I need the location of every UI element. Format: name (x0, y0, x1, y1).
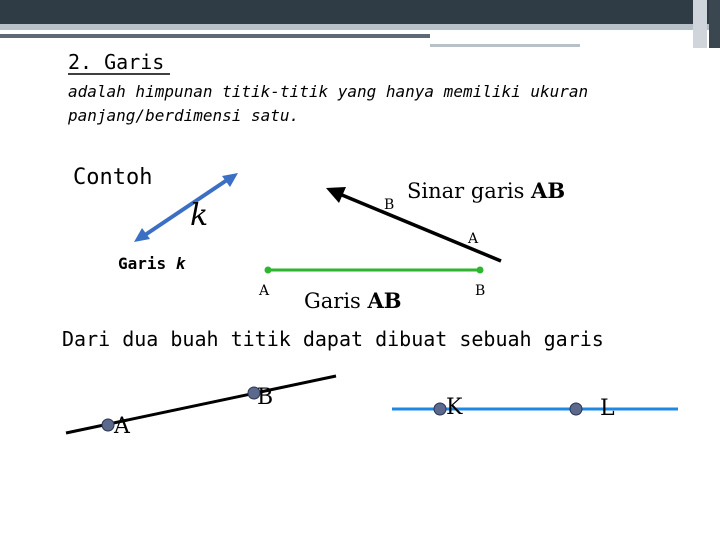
header-corner-block-dark (709, 0, 720, 48)
line-kl-point-k (434, 403, 446, 415)
heading: 2. Garis (68, 50, 165, 74)
ray-ab (342, 195, 501, 261)
line-kl-point-l (570, 403, 582, 415)
ray-point-b-label: B (384, 197, 395, 213)
line-k-caption: Garis k (118, 254, 186, 273)
segment-point-b-label: B (475, 283, 486, 299)
definition-line-2: panjang/berdimensi satu. (68, 106, 300, 125)
header-corner-block (693, 0, 707, 48)
header-underline-light (430, 44, 580, 47)
line-ab-point-a (102, 419, 114, 431)
line-ab-point-a-label: A (114, 414, 130, 439)
segment-point-a (265, 267, 272, 274)
statement: Dari dua buah titik dapat dibuat sebuah garis (62, 327, 604, 351)
example-label: Contoh (73, 165, 153, 190)
line-k (142, 178, 230, 237)
ray-caption: Sinar garis AB (407, 178, 566, 203)
line-k-letter: k (190, 198, 209, 233)
header-underline (0, 34, 430, 38)
definition-line-1: adalah himpunan titik-titik yang hanya memiliki ukuran (68, 82, 589, 101)
ray-point-a-label: A (468, 231, 479, 247)
line-ab-point-b-label: B (257, 385, 274, 410)
segment-point-b (477, 267, 484, 274)
line-kl-point-k-label: K (446, 395, 463, 420)
segment-point-a-label: A (259, 283, 270, 299)
line-kl-point-l-label: L (600, 396, 615, 421)
segment-caption: Garis AB (304, 288, 402, 313)
